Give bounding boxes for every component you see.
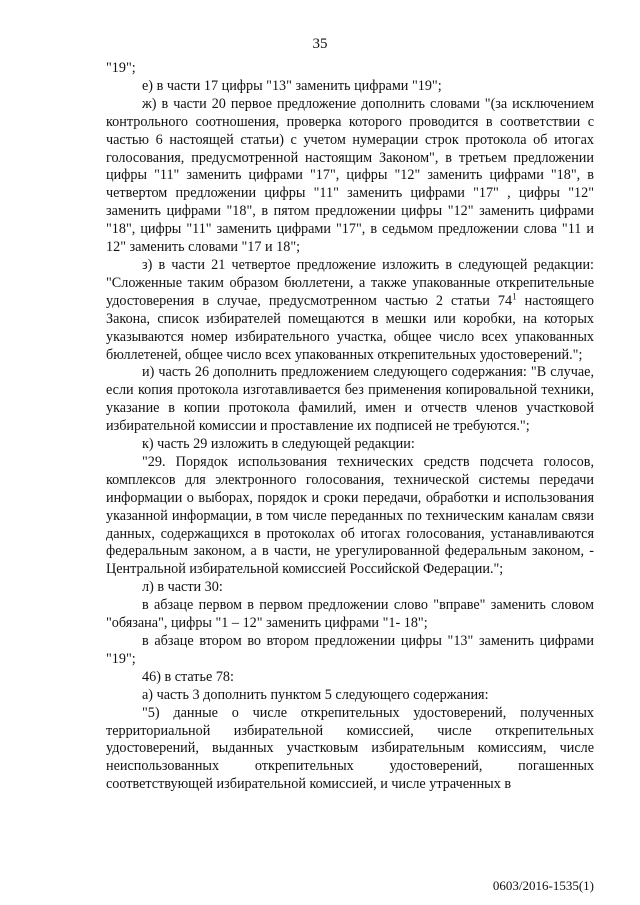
document-body bbox=[106, 60, 594, 794]
paragraph-item-z-part1: з) в части 21 четвертое предложение изложить в следующей редакции: "Сложенные таким образом бюллетени, а также упакованные открепительные удостоверения в случае, предусмотренном частью 2 статьи 74 bbox=[106, 256, 594, 309]
footer-document-code: 0603/2016-1535(1) bbox=[492, 878, 594, 893]
paragraph-item-46: 46) в статье 78: bbox=[142, 668, 234, 685]
paragraph-item-k: к) часть 29 изложить в следующей редакции: bbox=[142, 436, 415, 453]
superscript-index: 1 bbox=[512, 291, 517, 302]
page-number: 35 bbox=[312, 36, 328, 52]
paragraph-item-a: а) часть 3 дополнить пунктом 5 следующего содержания: bbox=[142, 686, 489, 703]
paragraph-item-i: и) часть 26 дополнить предложением следующего содержания: "В случае, если копия протокола изготавливается без применения копировальной техники, указание в копии протокола фамилий, имен и отчеств членов участковой избирательной комиссии и проставление их подписей не требуются."; bbox=[106, 364, 594, 435]
paragraph-item-zh: ж) в части 20 первое предложение дополнить словами "(за исключением контрольного соотношения, проверка которого проводится в соответствии с частью 6 настоящей статьи) с учетом нумерации строк протокола об итогах голосования, предусмотренной настоящим Законом", в третьем предложении цифры "11" заменить цифрами "17", цифры "12" заменить цифрами "18", в четвертом предложении цифры "11" заменить цифрами "17" , цифры "12" заменить цифрами "18", в пятом предложении цифры "12" заменить цифрами "18", цифры "11" заменить цифрами "17", в седьмом предложении слова "11 и 12" заменить словами "17 и 18"; bbox=[106, 95, 594, 256]
paragraph-item-z-part2: настоящего Закона, список избирателей помещаются в мешки или коробки, на которых указываются номер избирательного участка, общее число всех упакованных бюллетеней, общее число всех упакованных открепительных удостоверений."; bbox=[106, 292, 594, 363]
paragraph-continuation: "19"; bbox=[106, 60, 136, 76]
paragraph-abzac-2: в абзаце втором во втором предложении цифры "13" заменить цифрами "19"; bbox=[106, 633, 594, 667]
paragraph-point-5: "5) данные о числе открепительных удостоверений, полученных территориальной избирательной комиссией, числе открепительных удостоверений, выданных участковым избирательным комиссиям, числе неиспользованных открепительных удостоверений, погашенных соответствующей избирательной комиссией, и числе утраченных в bbox=[106, 704, 594, 793]
paragraph-item-l: л) в части 30: bbox=[142, 579, 223, 596]
paragraph-item-e: е) в части 17 цифры "13" заменить цифрами "19"; bbox=[142, 77, 442, 94]
paragraph-item-z bbox=[106, 257, 594, 364]
paragraph-article-29: "29. Порядок использования технических средств подсчета голосов, комплексов для электронного голосования, технической системы передачи информации о выборах, порядок и сроки передачи, обработки и использования указанной информации, в том числе переданных по техническим каналам связи данных, содержащихся в протоколах об итогах голосования, устанавливаются федеральным законом, а в части, не урегулированной федеральным законом, - Центральной избирательной комиссией Российской Федерации."; bbox=[106, 453, 594, 578]
paragraph-abzac-1: в абзаце первом в первом предложении слово "вправе" заменить словом "обязана", цифры "1 – 12" заменить цифрами "1- 18"; bbox=[106, 597, 594, 632]
